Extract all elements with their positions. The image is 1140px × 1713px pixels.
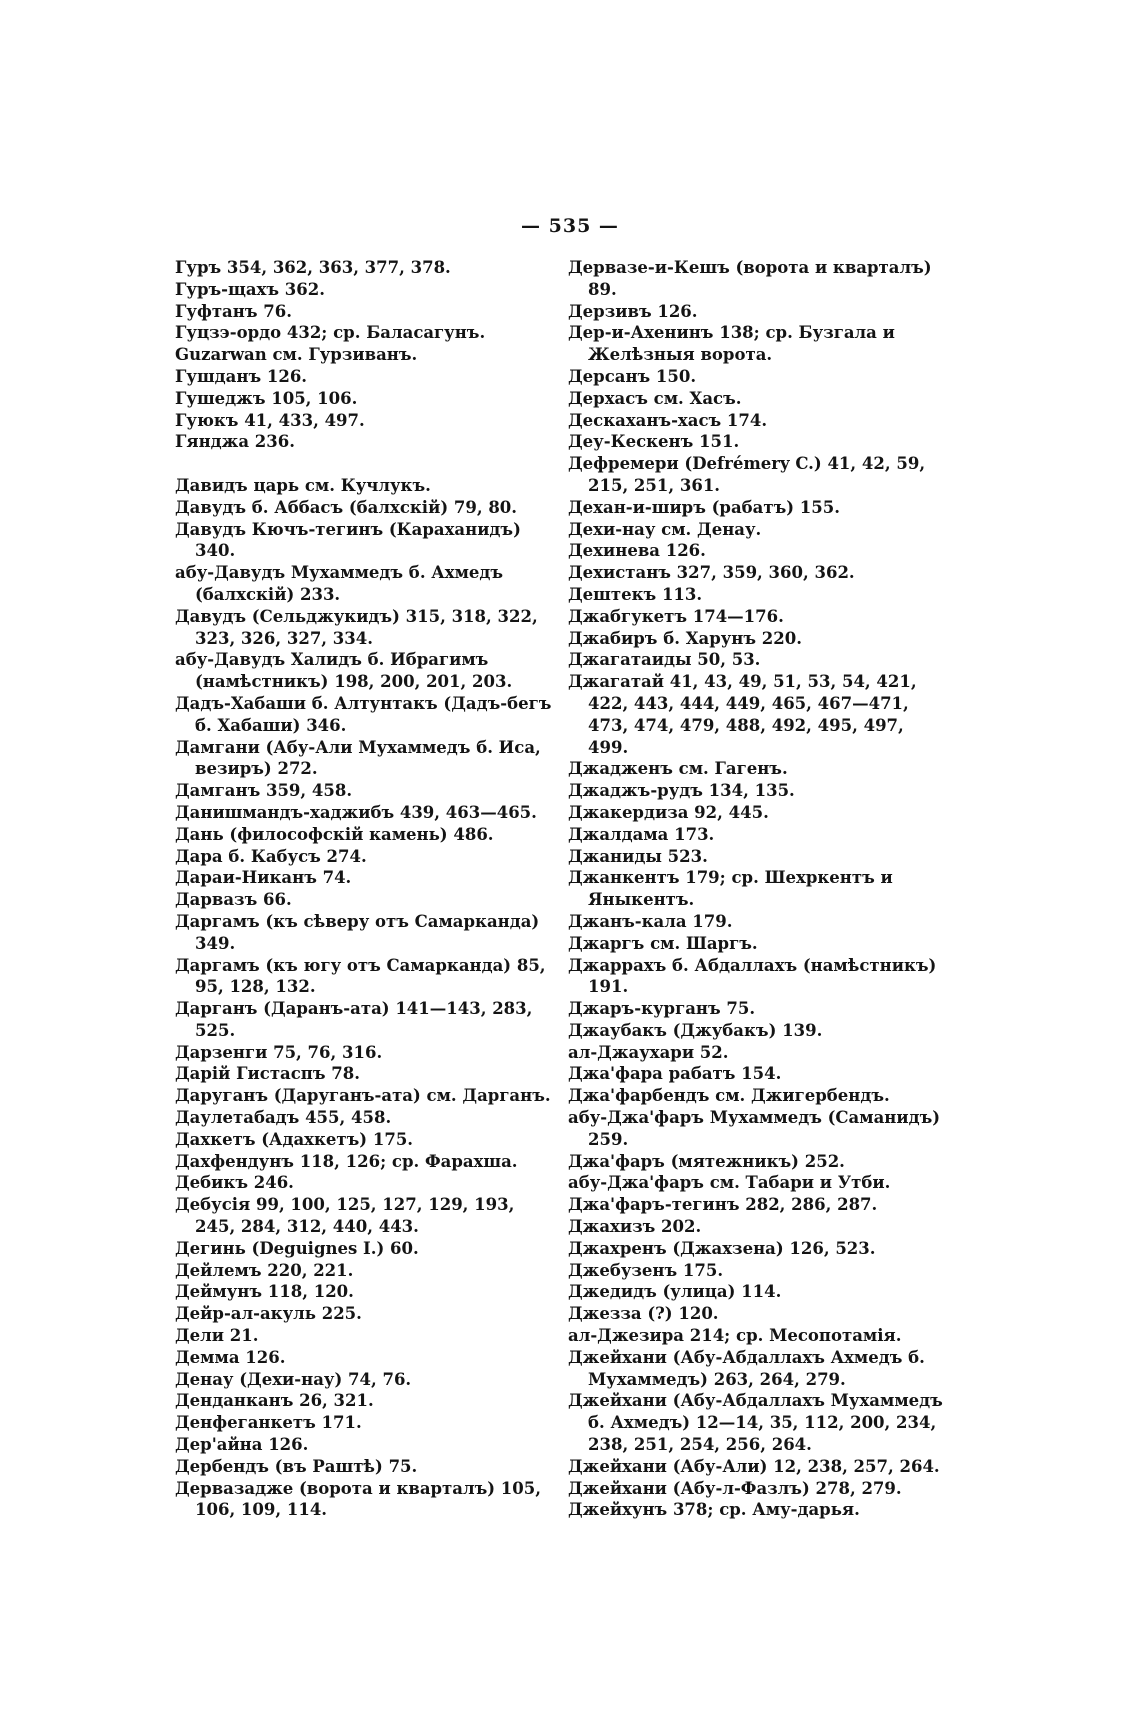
section-gap — [175, 453, 557, 475]
index-entry: Джакердиза 92, 445. — [568, 802, 769, 822]
index-entry: абу-Джа'фаръ см. Табари и Утби. — [568, 1173, 891, 1193]
index-entry: ал-Джаухари 52. — [568, 1042, 729, 1062]
index-entry: Джалдама 173. — [568, 824, 715, 844]
index-entry: Дер-и-Ахенинъ 138; ср. Бузгала и Желѣзныя ворота. — [568, 323, 895, 365]
index-entry: Дербендъ (въ Раштѣ) 75. — [175, 1456, 418, 1476]
index-entry: Денфеганкетъ 171. — [175, 1413, 362, 1433]
index-entry: Дара б. Кабусъ 274. — [175, 846, 367, 866]
index-entry: Гуюкъ 41, 433, 497. — [175, 410, 365, 430]
index-entry: Дейлемъ 220, 221. — [175, 1260, 354, 1280]
index-entry: Дехи-нау см. Денау. — [568, 519, 762, 539]
index-entry: Дехан-и-ширъ (рабатъ) 155. — [568, 497, 840, 517]
index-entry: Дели 21. — [175, 1326, 259, 1346]
index-entry: Гуцзэ-ордо 432; ср. Баласагунъ. — [175, 323, 486, 343]
right-index-column — [568, 257, 946, 1521]
index-entry: Джаниды 523. — [568, 846, 708, 866]
index-entry: Джахизъ 202. — [568, 1217, 702, 1237]
index-entry: Гушданъ 126. — [175, 366, 308, 386]
index-entry: Дехистанъ 327, 359, 360, 362. — [568, 563, 855, 583]
index-entry: Дерхасъ см. Хасъ. — [568, 388, 742, 408]
index-entry: Дегинь (Deguignes I.) 60. — [175, 1238, 419, 1258]
index-entry: Дебикъ 246. — [175, 1173, 294, 1193]
index-entry: Дараи-Никанъ 74. — [175, 868, 352, 888]
index-entry: Джаргъ см. Шаргъ. — [568, 933, 758, 953]
index-entry: Джагатай 41, 43, 49, 51, 53, 54, 421, 422, 443, 444, 449, 465, 467—471, 473, 474, 479, 488, 492, 495, 497, 499. — [568, 672, 917, 757]
index-entry: Дер'айна 126. — [175, 1435, 309, 1455]
index-entry: Джахренъ (Джахзена) 126, 523. — [568, 1238, 876, 1258]
index-entry: Джабиръ б. Харунъ 220. — [568, 628, 802, 648]
index-entry: Демма 126. — [175, 1347, 286, 1367]
index-entry: Дештекъ 113. — [568, 584, 703, 604]
index-entry: ал-Джезира 214; ср. Месопотамія. — [568, 1326, 902, 1346]
index-entry: абу-Давудъ Мухаммедъ б. Ахмедъ (балхскій) 233. — [175, 563, 504, 604]
index-entry: Дарзенги 75, 76, 316. — [175, 1042, 383, 1062]
index-entry: Дервазе-и-Кешъ (ворота и кварталъ) 89. — [568, 258, 932, 299]
index-entry: Давидъ царь см. Кучлукъ. — [175, 475, 431, 495]
index-entry: Гушеджъ 105, 106. — [175, 388, 358, 408]
index-entry: Дервазадже (ворота и кварталъ) 105, 106, 109, 114. — [175, 1478, 541, 1520]
index-entry: Джезза (?) 120. — [568, 1304, 719, 1324]
index-entry: Денау (Дехи-нау) 74, 76. — [175, 1369, 412, 1389]
index-entry: Давудъ (Сельджукидъ) 315, 318, 322, 323, 326, 327, 334. — [175, 606, 538, 648]
index-entry: Даруганъ (Даруганъ-ата) см. Дарганъ. — [175, 1086, 551, 1106]
index-entry: Дахфендунъ 118, 126; ср. Фарахша. — [175, 1151, 518, 1171]
index-entry: Дерзивъ 126. — [568, 301, 698, 321]
index-entry: Дейр-ал-акуль 225. — [175, 1304, 362, 1324]
index-entry: Дахкетъ (Адахкетъ) 175. — [175, 1129, 414, 1149]
index-entry: Джейхани (Абу-л-Фазлъ) 278, 279. — [568, 1478, 902, 1498]
index-entry: абу-Давудъ Халидъ б. Ибрагимъ (намѣстникъ) 198, 200, 201, 203. — [175, 650, 513, 692]
index-entry: Джадженъ см. Гагенъ. — [568, 759, 788, 779]
index-entry: Джаръ-курганъ 75. — [568, 999, 756, 1019]
index-entry: Гуръ-щахъ 362. — [175, 279, 325, 299]
index-entry: Джейхани (Абу-Абдаллахъ Мухаммедъ б. Ахмедъ) 12—14, 35, 112, 200, 234, 238, 251, 254, 256, 264. — [568, 1391, 943, 1455]
page-number: — 535 — — [521, 215, 619, 237]
index-entry: абу-Джа'фаръ Мухаммедъ (Саманидъ) 259. — [568, 1108, 941, 1149]
index-entry: Джаджъ-рудъ 134, 135. — [568, 781, 795, 801]
index-entry: Джа'фаръ (мятежникъ) 252. — [568, 1151, 845, 1171]
index-entry: Дамгани (Абу-Али Мухаммедъ б. Иса, везиръ) 272. — [175, 737, 541, 779]
index-entry: Джейхунъ 378; ср. Аму-дарья. — [568, 1500, 860, 1520]
index-entry: Дескаханъ-хасъ 174. — [568, 410, 768, 430]
index-entry: Джедидъ (улица) 114. — [568, 1282, 782, 1302]
index-entry: Даргамъ (къ сѣверу отъ Самарканда) 349. — [175, 911, 540, 953]
index-entry: Даулетабадъ 455, 458. — [175, 1108, 392, 1128]
index-entry: Давудъ Кючъ-тегинъ (Караханидъ) 340. — [175, 519, 521, 561]
index-entry: Guzarwan см. Гурзиванъ. — [175, 345, 418, 365]
index-entry: Гуръ 354, 362, 363, 377, 378. — [175, 258, 451, 277]
index-entry: Джаррахъ б. Абдаллахъ (намѣстникъ) 191. — [568, 955, 937, 997]
index-entry: Дебусія 99, 100, 125, 127, 129, 193, 245, 284, 312, 440, 443. — [175, 1195, 515, 1237]
index-entry: Гуфтанъ 76. — [175, 301, 292, 321]
index-entry: Дефремери (Defrémery C.) 41, 42, 59, 215, 251, 361. — [568, 454, 926, 495]
index-entry: Данишмандъ-хаджибъ 439, 463—465. — [175, 802, 537, 822]
index-entry: Джа'фаръ-тегинъ 282, 286, 287. — [568, 1195, 878, 1215]
index-entry: Дань (философскій камень) 486. — [175, 824, 494, 844]
left-index-column — [175, 257, 557, 1521]
index-entry: Давудъ б. Аббасъ (балхскій) 79, 80. — [175, 497, 518, 517]
index-entry: Дамганъ 359, 458. — [175, 781, 353, 801]
index-entry: Джанъ-кала 179. — [568, 911, 733, 931]
index-entry: Даргамъ (къ югу отъ Самарканда) 85, 95, 128, 132. — [175, 955, 546, 997]
index-entry: Джа'фара рабатъ 154. — [568, 1064, 782, 1084]
index-entry: Дарвазъ 66. — [175, 890, 292, 910]
index-entry: Деу-Кескенъ 151. — [568, 432, 740, 452]
index-entry: Дарій Гистаспъ 78. — [175, 1064, 360, 1084]
index-entry: Дехинева 126. — [568, 541, 706, 561]
index-entry: Гянджа 236. — [175, 432, 295, 452]
index-entry: Джанкентъ 179; ср. Шехркентъ и Яныкентъ. — [568, 868, 893, 910]
index-entry: Джа'фарбендъ см. Джигербендъ. — [568, 1086, 890, 1106]
index-entry: Дерсанъ 150. — [568, 366, 697, 386]
index-entry: Джейхани (Абу-Али) 12, 238, 257, 264. — [568, 1456, 940, 1476]
index-entry: Джагатаиды 50, 53. — [568, 650, 761, 670]
index-entry: Дадъ-Хабаши б. Алтунтакъ (Дадъ-бегъ б. Хабаши) 346. — [175, 693, 552, 735]
index-entry: Денданканъ 26, 321. — [175, 1391, 374, 1411]
index-entry: Джейхани (Абу-Абдаллахъ Ахмедъ б. Мухаммедъ) 263, 264, 279. — [568, 1347, 925, 1389]
index-entry: Джебузенъ 175. — [568, 1260, 724, 1280]
index-entry: Деймунъ 118, 120. — [175, 1282, 354, 1302]
index-entry: Джабгукетъ 174—176. — [568, 606, 784, 626]
index-entry: Дарганъ (Даранъ-ата) 141—143, 283, 525. — [175, 999, 533, 1040]
index-entry: Джаубакъ (Джубакъ) 139. — [568, 1020, 823, 1040]
